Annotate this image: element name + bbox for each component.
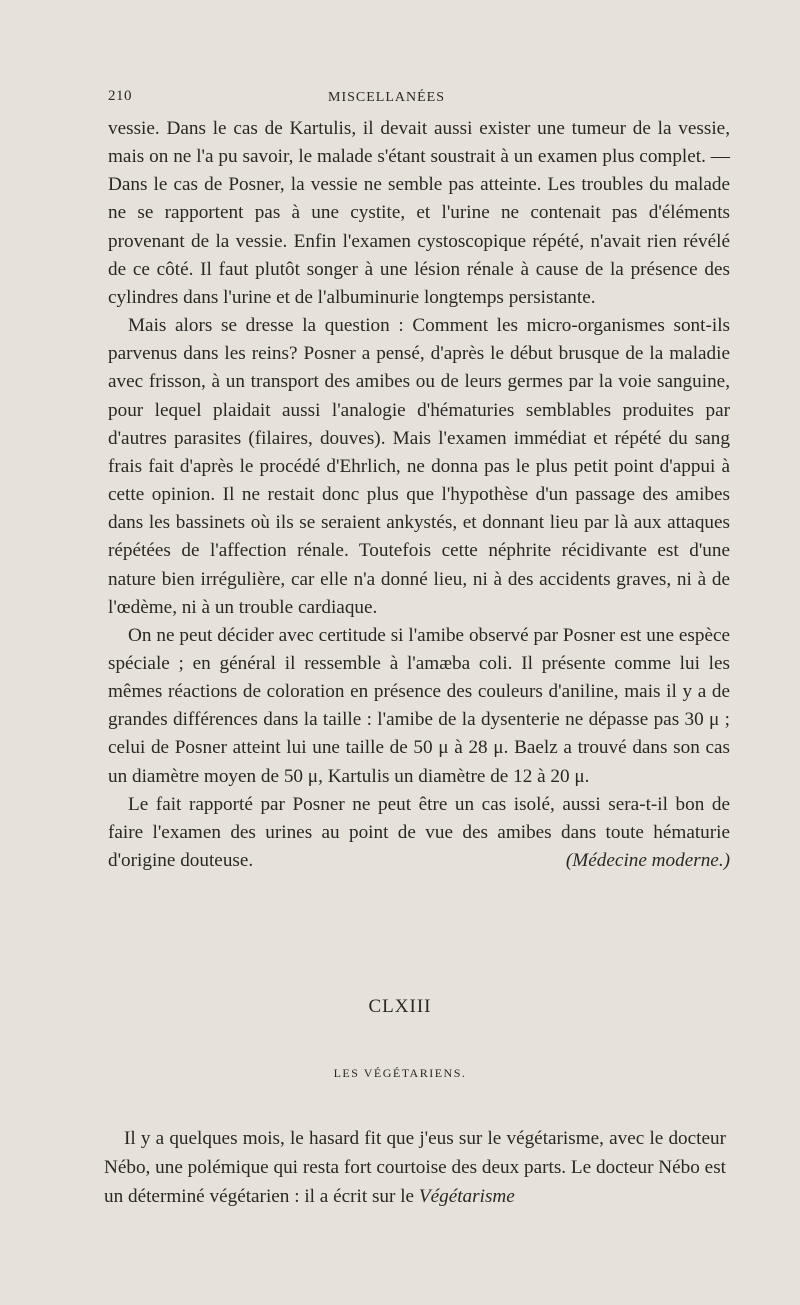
paragraph bbox=[104, 1124, 726, 1211]
section-title: LES VÉGÉTARIENS. bbox=[333, 1066, 467, 1080]
body-text bbox=[108, 115, 730, 875]
paragraph-with-source bbox=[108, 791, 730, 875]
section-number: CLXIII bbox=[368, 996, 432, 1017]
paragraph: Mais alors se dresse la question : Comment les micro-organismes sont-ils parvenus dans les reins? Posner a pensé, d'après le début brusque de la maladie avec frisson, à un transport des amibes ou de leurs germes par la voie sanguine, pour lequel plaidait aussi l'analogie d'hématuries semblables produites par d'autres parasites (filaires, douves). Mais l'examen immédiat et répété du sang frais fait d'après le procédé d'Ehrlich, ne donna pas le plus petit point d'appui à cette opinion. Il ne restait donc plus que l'hypothèse d'un passage des amibes dans les bassinets où ils se seraient ankystés, et donnant lieu par là aux attaques répétées de l'affection rénale. Toutefois cette néphrite récidivante est d'une nature bien irrégulière, car elle n'a donné lieu, ni à des accidents graves, ni à de l'œdème, ni à un trouble cardiaque. bbox=[108, 315, 730, 618]
paragraph: vessie. Dans le cas de Kartulis, il devait aussi exister une tumeur de la vessie, mais on ne l'a pu savoir, le malade s'étant soustrait à un examen plus complet. — Dans le cas de Posner, la vessie ne semble pas atteinte. Les troubles du malade ne se rapportent pas à une cystite, et l'urine ne contenait pas d'éléments provenant de la vessie. Enfin l'examen cystoscopique répété, n'avait rien révélé de ce côté. Il faut plutôt songer à une lésion rénale à cause de la présence des cylindres dans l'urine et de l'albuminurie longtemps persistante. bbox=[108, 118, 730, 308]
paragraph: On ne peut décider avec certitude si l'amibe observé par Posner est une espèce spéciale ; en général il ressemble à l'amæba coli. Il présente comme lui les mêmes réactions de coloration en présence des couleurs d'aniline, mais il y a de grandes différences dans la taille : l'amibe de la dysenterie ne dépasse pas 30 μ ; celui de Posner atteint lui une taille de 50 μ à 28 μ. Baelz a trouvé dans son cas un diamètre moyen de 50 μ, Kartulis un diamètre de 12 à 20 μ. bbox=[108, 624, 730, 787]
page-number: 210 bbox=[108, 88, 132, 104]
running-title: MISCELLANÉES bbox=[328, 90, 445, 105]
paragraph: Le fait rapporté par Posner ne peut être un cas isolé, aussi sera-t-il bon de faire l'examen des urines au point de vue des amibes dans toute hématurie d'origine douteuse. bbox=[108, 793, 730, 872]
section-body bbox=[104, 1124, 726, 1211]
page-header bbox=[108, 88, 728, 110]
italic-title: Végétarisme bbox=[418, 1186, 515, 1207]
paragraph-text: Il y a quelques mois, le hasard fit que j'eus sur le végétarisme, avec le docteur Nébo, une polémique qui resta fort courtoise des deux parts. Le docteur Nébo est un déterminé végétarien : il a écrit sur le bbox=[104, 1128, 726, 1207]
source-citation: (Médecine moderne.) bbox=[565, 850, 730, 872]
